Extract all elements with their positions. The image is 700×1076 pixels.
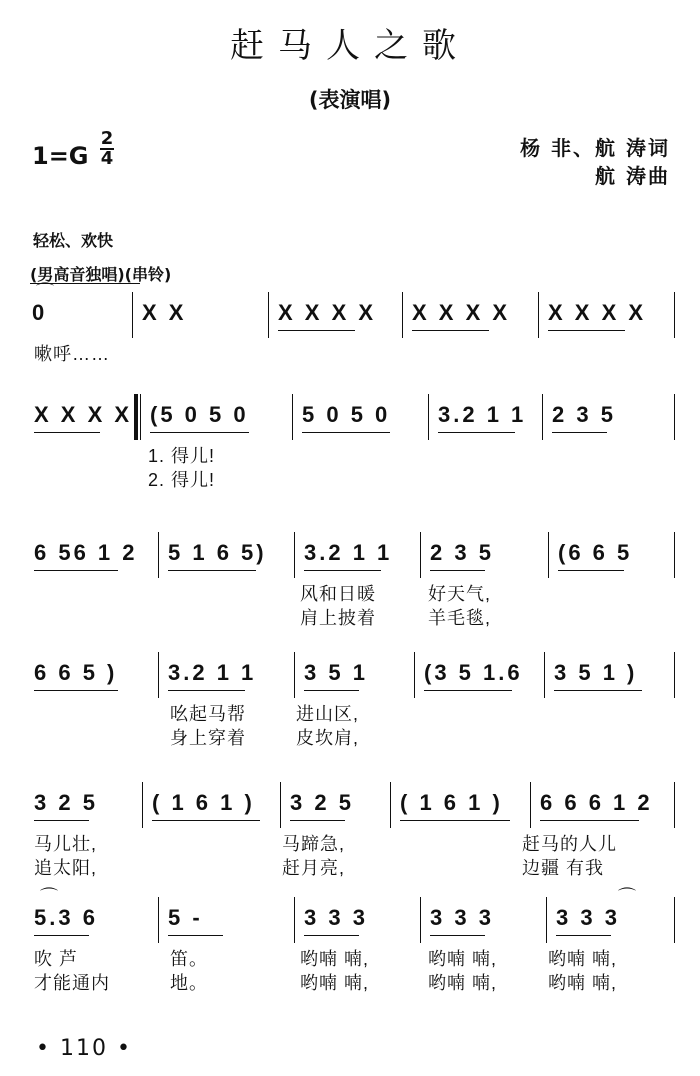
measure-notes: 3 2 5 bbox=[34, 790, 98, 815]
bar-line bbox=[158, 897, 159, 943]
bar-line bbox=[292, 394, 293, 440]
measure-notes: 3 3 3 bbox=[304, 905, 368, 930]
lyric-text: 吆起马帮 bbox=[170, 704, 246, 724]
composer-credit: 航 涛曲 bbox=[595, 164, 670, 188]
measure-notes: 3 3 3 bbox=[556, 905, 620, 930]
bar-line bbox=[548, 532, 549, 578]
measure-notes: X X bbox=[142, 300, 187, 325]
measure-notes: 3.2 1 1 bbox=[168, 660, 257, 685]
bar-line bbox=[280, 782, 281, 828]
fermata-icon: ⌒ bbox=[36, 282, 54, 303]
lyric-text: 笛。 bbox=[170, 949, 208, 969]
bar-line bbox=[294, 652, 295, 698]
lyric-text: 追太阳, bbox=[34, 858, 98, 878]
bar-line bbox=[544, 652, 545, 698]
lyric-text: 边疆 有我 bbox=[522, 858, 605, 878]
measure-notes: 6 6 6 1 2 bbox=[540, 790, 653, 815]
bar-line bbox=[268, 292, 269, 338]
measure-notes: 3 3 3 bbox=[430, 905, 494, 930]
beat-underline bbox=[430, 570, 485, 571]
beat-underline bbox=[34, 935, 89, 936]
beat-underline bbox=[150, 432, 249, 433]
beat-underline bbox=[304, 570, 381, 571]
beat-underline bbox=[168, 570, 256, 571]
beat-underline bbox=[278, 330, 355, 331]
measure-notes: 0 bbox=[32, 300, 48, 325]
beat-underline bbox=[34, 820, 89, 821]
measure-notes: 3 5 1 bbox=[304, 660, 368, 685]
measure-notes: 5.3 6 bbox=[34, 905, 98, 930]
measure-notes: 5 - bbox=[168, 905, 203, 930]
beat-underline bbox=[430, 935, 485, 936]
bar-line bbox=[674, 897, 675, 943]
beat-underline bbox=[548, 330, 625, 331]
lyric-text: 哟喃 喃, bbox=[548, 973, 618, 993]
measure-notes: 5 1 6 5) bbox=[168, 540, 267, 565]
beat-underline bbox=[34, 570, 118, 571]
measure-notes: (5 0 5 0 bbox=[150, 402, 249, 427]
measure-notes: X X X X bbox=[34, 402, 133, 427]
lyric-text: 才能通内 bbox=[34, 973, 110, 993]
lyric-text: 马蹄急, bbox=[282, 834, 346, 854]
bar-line bbox=[674, 652, 675, 698]
bar-line bbox=[542, 394, 543, 440]
lyricist-credit: 杨 非、航 涛词 bbox=[520, 136, 670, 160]
beat-underline bbox=[304, 935, 359, 936]
measure-notes: (6 6 5 bbox=[558, 540, 633, 565]
measure-notes: 6 56 1 2 bbox=[34, 540, 138, 565]
page-number: • 110 • bbox=[36, 1036, 132, 1061]
bar-line bbox=[538, 292, 539, 338]
bar-line bbox=[420, 897, 421, 943]
lyric-text: 马儿壮, bbox=[34, 834, 98, 854]
lyric-text: 嗽呼…… bbox=[34, 344, 110, 364]
beat-underline bbox=[400, 820, 510, 821]
bar-line bbox=[294, 532, 295, 578]
song-subtitle: (表演唱) bbox=[308, 88, 392, 112]
measure-notes: 3 2 5 bbox=[290, 790, 354, 815]
beat-underline bbox=[558, 570, 624, 571]
beat-underline bbox=[424, 690, 512, 691]
measure-notes: ( 1 6 1 ) bbox=[400, 790, 503, 815]
fermata-icon: ⌒ bbox=[40, 887, 58, 908]
beat-underline bbox=[438, 432, 515, 433]
measure-notes: 2 3 5 bbox=[552, 402, 616, 427]
bar-line bbox=[530, 782, 531, 828]
measure-notes: ( 1 6 1 ) bbox=[152, 790, 255, 815]
lyric-text: 哟喃 喃, bbox=[300, 949, 370, 969]
beat-underline bbox=[290, 820, 345, 821]
time-signature bbox=[100, 130, 114, 168]
bar-line bbox=[402, 292, 403, 338]
lyric-text: 2. 得儿! bbox=[148, 470, 216, 490]
lyric-text: 进山区, bbox=[296, 704, 360, 724]
measure-notes: 3.2 1 1 bbox=[304, 540, 393, 565]
measure-notes: 2 3 5 bbox=[430, 540, 494, 565]
measure-notes: X X X X bbox=[412, 300, 511, 325]
fermata-icon: ⌒ bbox=[618, 887, 636, 908]
lyric-text: 赶月亮, bbox=[282, 858, 346, 878]
bar-line bbox=[142, 782, 143, 828]
lyric-text: 地。 bbox=[170, 973, 208, 993]
lyric-text: 风和日暖 bbox=[300, 584, 376, 604]
bar-line bbox=[294, 897, 295, 943]
repeat-bar bbox=[134, 394, 138, 440]
measure-notes: 3.2 1 1 bbox=[438, 402, 527, 427]
beat-underline bbox=[540, 820, 639, 821]
lyric-text: 身上穿着 bbox=[170, 728, 246, 748]
lyric-text: 好天气, bbox=[428, 584, 492, 604]
bar-line bbox=[420, 532, 421, 578]
bar-line bbox=[546, 897, 547, 943]
time-sig-top: 2 bbox=[100, 128, 114, 149]
lyric-text: 赶马的人儿 bbox=[522, 834, 617, 854]
measure-notes: 6 6 5 ) bbox=[34, 660, 118, 685]
lyric-text: 吹 芦 bbox=[34, 949, 79, 969]
beat-underline bbox=[304, 690, 359, 691]
bar-line bbox=[140, 394, 141, 440]
lyric-text: 哟喃 喃, bbox=[300, 973, 370, 993]
lyric-text: 羊毛毯, bbox=[428, 608, 492, 628]
voice-note: (男高音独唱)(串铃) bbox=[30, 265, 172, 284]
beat-underline bbox=[302, 432, 390, 433]
bar-line bbox=[158, 652, 159, 698]
lyric-text: 1. 得儿! bbox=[148, 446, 216, 466]
lyric-text: 哟喃 喃, bbox=[428, 973, 498, 993]
song-title: 赶马人之歌 bbox=[230, 26, 470, 66]
beat-underline bbox=[412, 330, 489, 331]
beat-underline bbox=[168, 935, 223, 936]
measure-notes: (3 5 1.6 bbox=[424, 660, 523, 685]
bar-line bbox=[428, 394, 429, 440]
bar-line bbox=[674, 394, 675, 440]
beat-underline bbox=[34, 432, 100, 433]
lyric-text: 哟喃 喃, bbox=[548, 949, 618, 969]
bar-line bbox=[414, 652, 415, 698]
beat-underline bbox=[556, 935, 611, 936]
measure-notes: 3 5 1 ) bbox=[554, 660, 638, 685]
key-signature: 1=G bbox=[32, 142, 89, 170]
bar-line bbox=[674, 532, 675, 578]
time-sig-bottom: 4 bbox=[100, 148, 114, 169]
lyric-text: 皮坎肩, bbox=[296, 728, 360, 748]
measure-notes: X X X X bbox=[548, 300, 647, 325]
beat-underline bbox=[552, 432, 607, 433]
beat-underline bbox=[168, 690, 245, 691]
lyric-text: 哟喃 喃, bbox=[428, 949, 498, 969]
beat-underline bbox=[554, 690, 642, 691]
bar-line bbox=[158, 532, 159, 578]
measure-notes: 5 0 5 0 bbox=[302, 402, 391, 427]
bar-line bbox=[390, 782, 391, 828]
bar-line bbox=[674, 292, 675, 338]
bar-line bbox=[674, 782, 675, 828]
lyric-text: 肩上披着 bbox=[300, 608, 376, 628]
measure-notes: X X X X bbox=[278, 300, 377, 325]
bar-line bbox=[132, 292, 133, 338]
beat-underline bbox=[152, 820, 260, 821]
tempo-marking: 轻松、欢快 bbox=[33, 231, 114, 250]
beat-underline bbox=[34, 690, 118, 691]
